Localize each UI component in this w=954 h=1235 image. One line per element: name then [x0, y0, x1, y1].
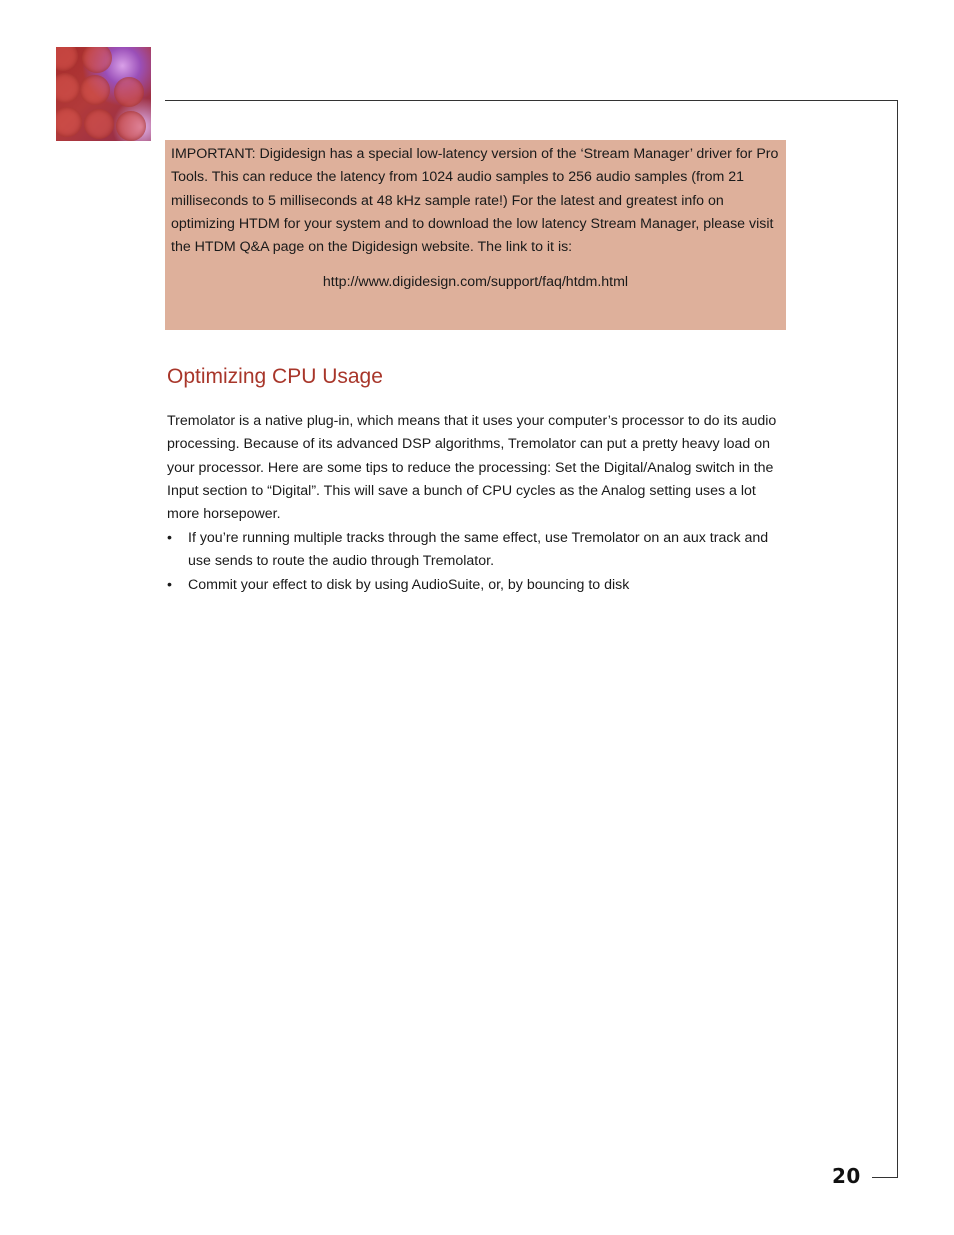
- section-heading: Optimizing CPU Usage: [167, 365, 383, 388]
- frame-right-rule: [897, 100, 898, 1178]
- section-body-text: Tremolator is a native plug-in, which means that it uses your computer’s processor to do its audio processing. Because of its advanced DSP algorithms, Tremolator can put a pretty heavy load on your processor. Here are some tips to reduce the processing: Set the Digital/Analog switch in the Input section to “Digital”. This will save a bunch of CPU cycles as the Analog setting uses a lot more horsepower.: [167, 413, 777, 523]
- callout-text: IMPORTANT: Digidesign has a special low-latency version of the ‘Stream Manager’ driver for Pro Tools. This can reduce the latency from 1024 audio samples to 256 audio samples (from 21 milliseconds to 5 milliseconds at 48 kHz sample rate!) For the latest and greatest info on optimizing HTDM for your system and to download the low latency Stream Manager, please visit the HTDM Q&A page on the Digidesign website. The link to it is:: [171, 146, 779, 256]
- important-callout-box: [165, 140, 786, 330]
- frame-top-rule: [165, 100, 898, 101]
- bullet-mark: •: [167, 576, 172, 593]
- bullet-mark: •: [167, 530, 172, 546]
- frame-bottom-rule: [872, 1177, 898, 1178]
- list-item-text: If you’re running multiple tracks through the same effect, use Tremolator on an aux track and use sends to route the audio through Tremolator.: [188, 530, 769, 570]
- corner-decorative-image: [56, 47, 151, 141]
- list-item: [167, 574, 789, 597]
- page-number: 20: [832, 1164, 861, 1188]
- list-item: [167, 527, 789, 574]
- callout-link[interactable]: http://www.digidesign.com/support/faq/htdm.html: [322, 274, 629, 291]
- tips-list: [167, 527, 789, 597]
- list-item-text: Commit your effect to disk by using AudioSuite, or, by bouncing to disk: [188, 576, 630, 593]
